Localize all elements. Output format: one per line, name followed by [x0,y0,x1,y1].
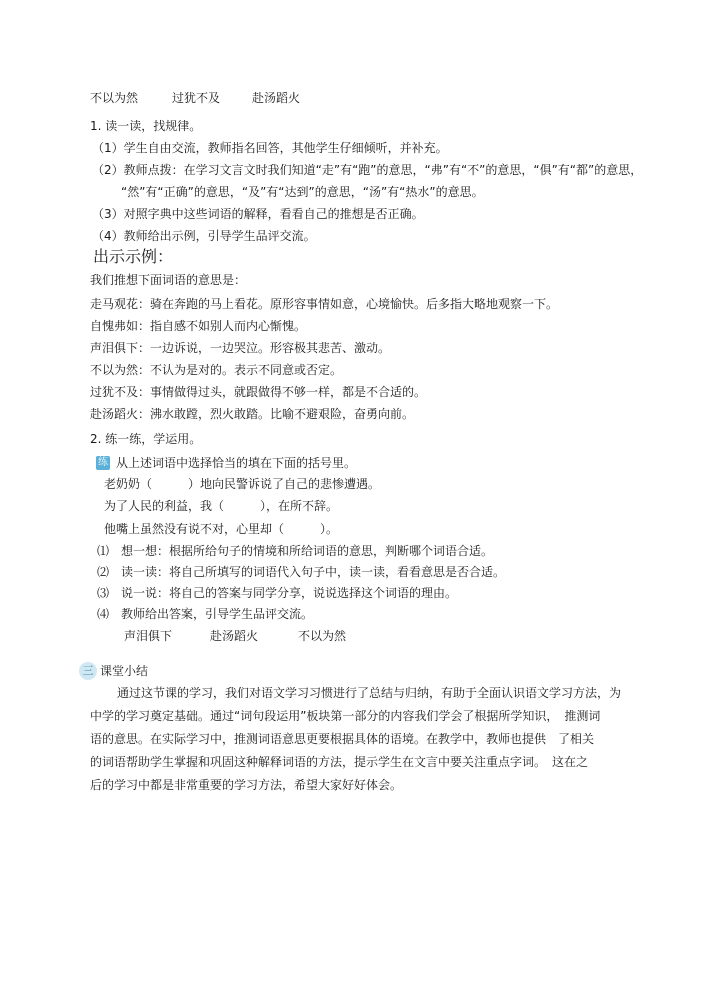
sec2-sentence-2: 为了人民的利益，我（ ），在所不辞。 [104,499,339,513]
example-item-2: 自愧弗如：指自感不如别人而内心惭愧。 [90,319,307,333]
summary-line-1: 通过这节课的学习，我们对语文学习习惯进行了总结与归纳，有助于全面认识语文学习方法，为 [117,686,622,700]
summary-line-5: 后的学习中都是非常重要的学习方法，希望大家好好体会。 [90,778,403,792]
practice-badge: 练 [98,457,108,468]
sec2-step-4: ⑷ 教师给出答案，引导学生品评交流。 [97,607,314,621]
sec2-step-2: ⑵ 读一读：将自己所填写的词语代入句子中，读一读，看看意思是否合适。 [97,565,506,579]
answer-3: 不以为然 [298,629,347,643]
sec2-title: 2. 练一练，学运用。 [90,432,202,446]
top-word-3: 赴汤蹈火 [252,91,301,105]
summary-line-4: 的词语帮助学生掌握和巩固这种解释词语的方法，提示学生在文言中要关注重点字词。 这在之 [90,755,589,769]
example-item-1: 走马观花：骑在奔跑的马上看花。原形容事情如意，心境愉快。后多指大略地观察一下。 [90,297,559,311]
example-item-6: 赴汤蹈火：沸水敢蹚，烈火敢踏。比喻不避艰险，奋勇向前。 [90,407,415,421]
sec1-step-1: （1）学生自由交流，教师指名回答，其他学生仔细倾听，并补充。 [92,141,448,155]
sec2-sentence-3: 他嘴上虽然没有说不对，心里却（ ）。 [104,522,339,536]
sec1-title: 1. 读一读，找规律。 [90,119,202,133]
sec2-step-1: ⑴ 想一想：根据所给句子的情境和所给词语的意思，判断哪个词语合适。 [97,544,494,558]
summary-line-3: 语的意思。在实际学习中，推测词语意思更要根据具体的语境。在教学中，教师也提供 了相关 [90,732,595,746]
example-item-4: 不以为然：不认为是对的。表示不同意或否定。 [90,363,343,377]
example-heading: 出示示例： [93,247,174,266]
summary-line-2: 中学的学习奠定基础。通过“词句段运用”板块第一部分的内容我们学会了根据所学知识， 推测词 [90,709,601,723]
summary-title: 课堂小结 [100,664,149,678]
answer-2: 赴汤蹈火 [210,629,259,643]
sec1-step-2: （2）教师点拨：在学习文言文时我们知道“走”有“跑”的意思，“弗”有“不”的意思，“俱”有“都”的意思， [92,163,643,177]
sec2-instruction: 从上述词语中选择恰当的填在下面的括号里。 [116,456,357,470]
example-item-3: 声泪俱下：一边诉说，一边哭泣。形容极其悲苦、激动。 [90,341,391,355]
answer-1: 声泪俱下 [124,629,173,643]
example-item-5: 过犹不及：事情做得过头，就跟做得不够一样，都是不合适的。 [90,385,427,399]
example-intro: 我们推想下面词语的意思是： [90,273,247,287]
sec1-step-3: （3）对照字典中这些词语的解释，看看自己的推想是否正确。 [92,207,424,221]
sec1-step-2-cont: “然”有“正确”的意思，“及”有“达到”的意思，“汤”有“热水”的意思。 [121,185,484,199]
top-word-1: 不以为然 [90,91,139,105]
summary-number-badge: 三 [79,662,97,680]
sec1-step-4: （4）教师给出示例，引导学生品评交流。 [92,229,316,243]
sec2-sentence-1: 老奶奶（ ）地向民警诉说了自己的悲惨遭遇。 [104,477,381,491]
top-word-2: 过犹不及 [172,91,221,105]
sec2-step-3: ⑶ 说一说：将自己的答案与同学分享，说说选择这个词语的理由。 [97,586,458,600]
